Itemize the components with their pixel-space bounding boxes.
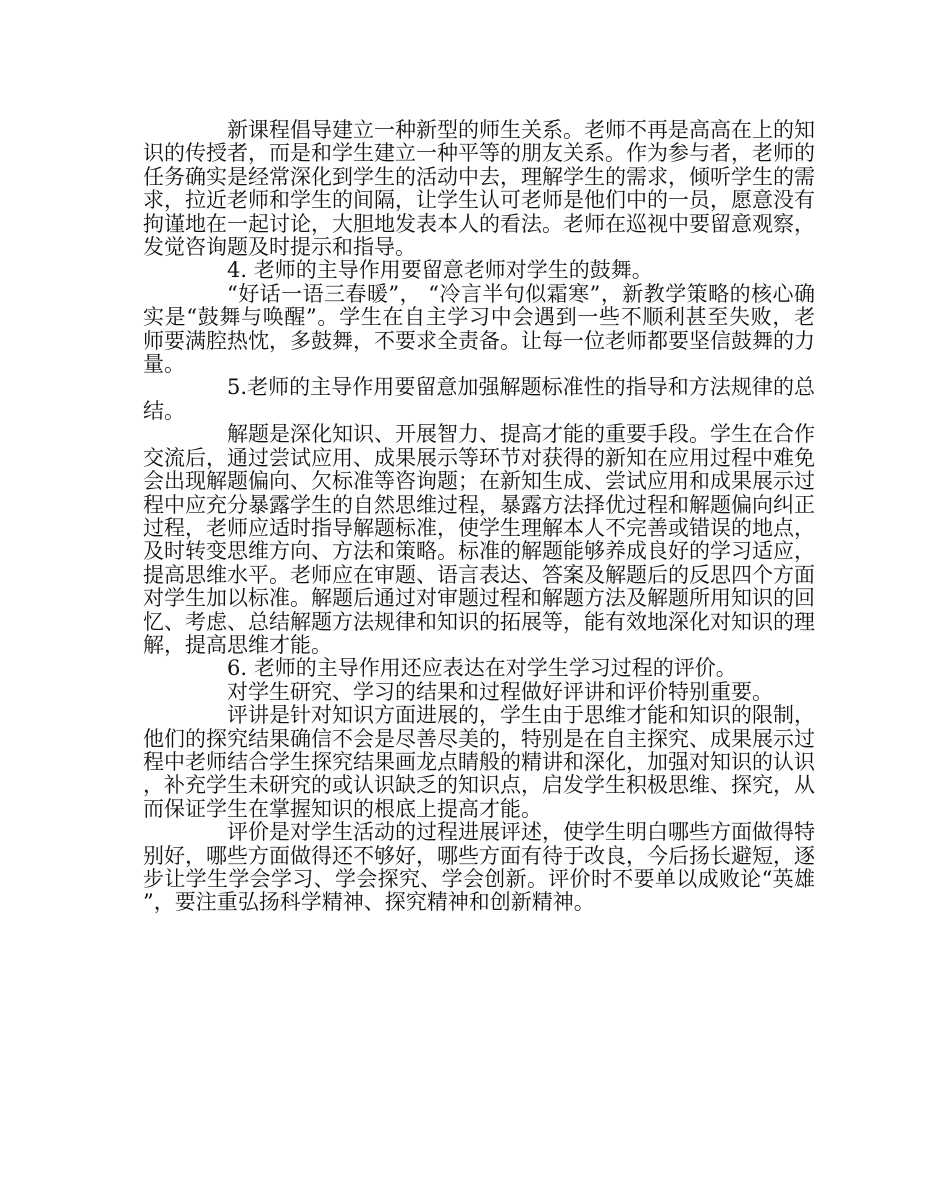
paragraph-evaluation-importance: 对学生研究、学习的结果和过程做好评讲和评价特别重要。 [227, 679, 773, 704]
paragraph-encouragement: “好话一语三春暖”， “冷言半句似霜寒”，新教学策略的核心确实是“鼓舞与唤醒”。学生在自主学习中会遇到一些不顺利甚至失败，老师要满腔热忱，多鼓舞，不要求全责备。让每一位老师都要坚信鼓舞的力量。 [143, 281, 815, 377]
paragraph-review-explanation: 评讲是针对知识方面进展的，学生由于思维才能和知识的限制，他们的探究结果确信不会是尽善尽美的，特别是在自主探究、成果展示过程中老师结合学生探究结果画龙点睛般的精讲和深化，加强对知识的认识，补充学生未研究的或认识缺乏的知识点，启发学生积极思维、探究，从而保证学生在掌握知识的根底上提高才能。 [143, 703, 815, 821]
heading-6-evaluation: 6. 老师的主导作用还应表达在对学生学习过程的评价。 [227, 656, 737, 681]
paragraph-teacher-student-relationship: 新课程倡导建立一种新型的师生关系。老师不再是高高在上的知识的传授者，而是和学生建立一种平等的朋友关系。作为参与者，老师的任务确实是经常深化到学生的活动中去，理解学生的需求，倾听学生的需求，拉近老师和学生的间隔，让学生认可老师是他们中的一员，愿意没有拘谨地在一起讨论，大胆地发表本人的看法。老师在巡视中要留意观察，发觉咨询题及时提示和指导。 [143, 118, 815, 260]
paragraph-evaluation-description: 评价是对学生活动的过程进展评述，使学生明白哪些方面做得特别好，哪些方面做得还不够好，哪些方面有待于改良，今后扬长避短，逐步让学生学会学习、学会探究、学会创新。评价时不要单以成败论“英雄”，要注重弘扬科学精神、探究精神和创新精神。 [143, 820, 815, 915]
heading-4-encouragement: 4. 老师的主导作用要留意老师对学生的鼓舞。 [227, 258, 653, 283]
document-body [143, 119, 815, 915]
heading-5-problem-solving-guidance: 5.老师的主导作用要留意加强解题标准性的指导和方法规律的总结。 [143, 375, 815, 423]
paragraph-problem-solving: 解题是深化知识、开展智力、提高才能的重要手段。学生在合作交流后，通过尝试应用、成果展示等环节对获得的新知在应用过程中难免会出现解题偏向、欠标准等咨询题；在新知生成、尝试应用和成果展示过程中应充分暴露学生的自然思维过程，暴露方法择优过程和解题偏向纠正过程，老师应适时指导解题标准，使学生理解本人不完善或错误的地点，及时转变思维方向、方法和策略。标准的解题能够养成良好的学习适应，提高思维水平。老师应在审题、语言表达、答案及解题后的反思四个方面对学生加以标准。解题后通过对审题过程和解题方法及解题所用知识的回忆、考虑、总结解题方法规律和知识的拓展等，能有效地深化对知识的理解，提高思维才能。 [143, 422, 815, 657]
